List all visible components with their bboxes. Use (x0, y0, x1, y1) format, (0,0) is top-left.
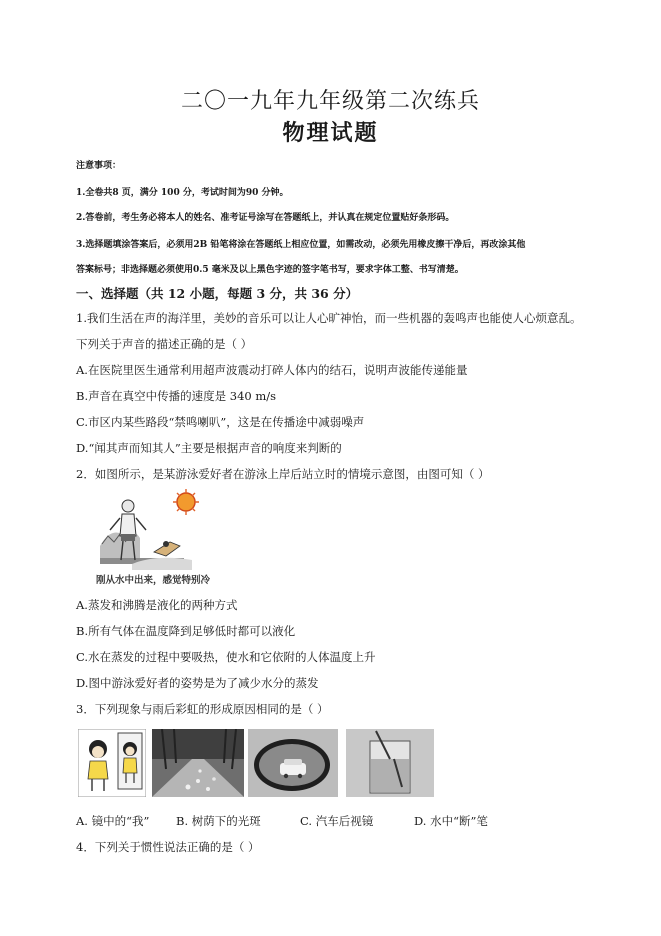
q1-option-b: B.声音在真空中传播的速度是 340 m/s (76, 389, 277, 403)
q2-option-c: C.水在蒸发的过程中要吸热，使水和它依附的人体温度上升 (76, 650, 376, 664)
q3-option-c: C. 汽车后视镜 (300, 814, 374, 828)
section-heading: 一、选择题（共 12 小题，每题 3 分，共 36 分） (76, 286, 359, 301)
q3-option-b: B. 树荫下的光斑 (176, 814, 261, 828)
page-subtitle: 物理试题 (282, 120, 379, 146)
swimmer-caption: 刚从水中出来，感觉特别冷 (96, 572, 246, 586)
q2-option-b: B.所有气体在温度降到足够低时都可以液化 (76, 624, 296, 638)
q2-stem: 2．如图所示，是某游泳爱好者在游泳上岸后站立时的情境示意图，由图可知（ ） (76, 467, 490, 481)
swimmer-illustration (96, 486, 220, 586)
mirror-image-picture (78, 729, 146, 797)
q1-stem-line1: 1.我们生活在声的海洋里，美妙的音乐可以让人心旷神怡，而一些机器的轰鸣声也能使人心烦意乱。 (76, 311, 582, 325)
q1-stem-line2: 下列关于声音的描述正确的是（ ） (76, 337, 253, 351)
q2-option-d: D.图中游泳爱好者的姿势是为了减少水分的蒸发 (76, 676, 319, 690)
q2-option-a: A.蒸发和沸腾是液化的两种方式 (76, 598, 238, 612)
q1-option-c: C.市区内某些路段“禁鸣喇叭”，这是在传播途中减弱噪声 (76, 415, 365, 429)
notes-item-1: 1.全卷共8 页，满分 100 分，考试时间为90 分钟。 (76, 188, 289, 198)
q3-option-d: D. 水中“断”笔 (414, 814, 488, 828)
car-mirror-picture (248, 729, 338, 797)
q1-option-a: A.在医院里医生通常利用超声波震动打碎人体内的结石，说明声波能传递能量 (76, 363, 468, 377)
notes-item-3a: 3.选择题填涂答案后，必须用2B 铅笔将涂在答题纸上相应位置，如需改动，必须先用橡皮擦干净后，再改涂其他 (76, 240, 526, 250)
page-title: 二〇一九年九年级第二次练兵 (180, 89, 480, 114)
q1-option-d: D.“闻其声而知其人”主要是根据声音的响度来判断的 (76, 441, 342, 455)
q4-stem: 4．下列关于惯性说法正确的是（ ） (76, 840, 260, 854)
broken-pen-picture (346, 729, 434, 797)
tree-shade-picture (152, 729, 244, 797)
notes-item-2: 2.答卷前，考生务必将本人的姓名、准考证号涂写在答题纸上，并认真在规定位置贴好条形码。 (76, 213, 455, 223)
q3-stem: 3．下列现象与雨后彩虹的形成原因相同的是（ ） (76, 702, 329, 716)
notes-heading: 注意事项： (76, 161, 122, 171)
notes-item-3b: 答案标号；非选择题必须使用0.5 毫米及以上黑色字迹的签字笔书写，要求字体工整、书写清楚。 (76, 265, 464, 275)
q3-option-a: A. 镜中的“我” (76, 814, 150, 828)
